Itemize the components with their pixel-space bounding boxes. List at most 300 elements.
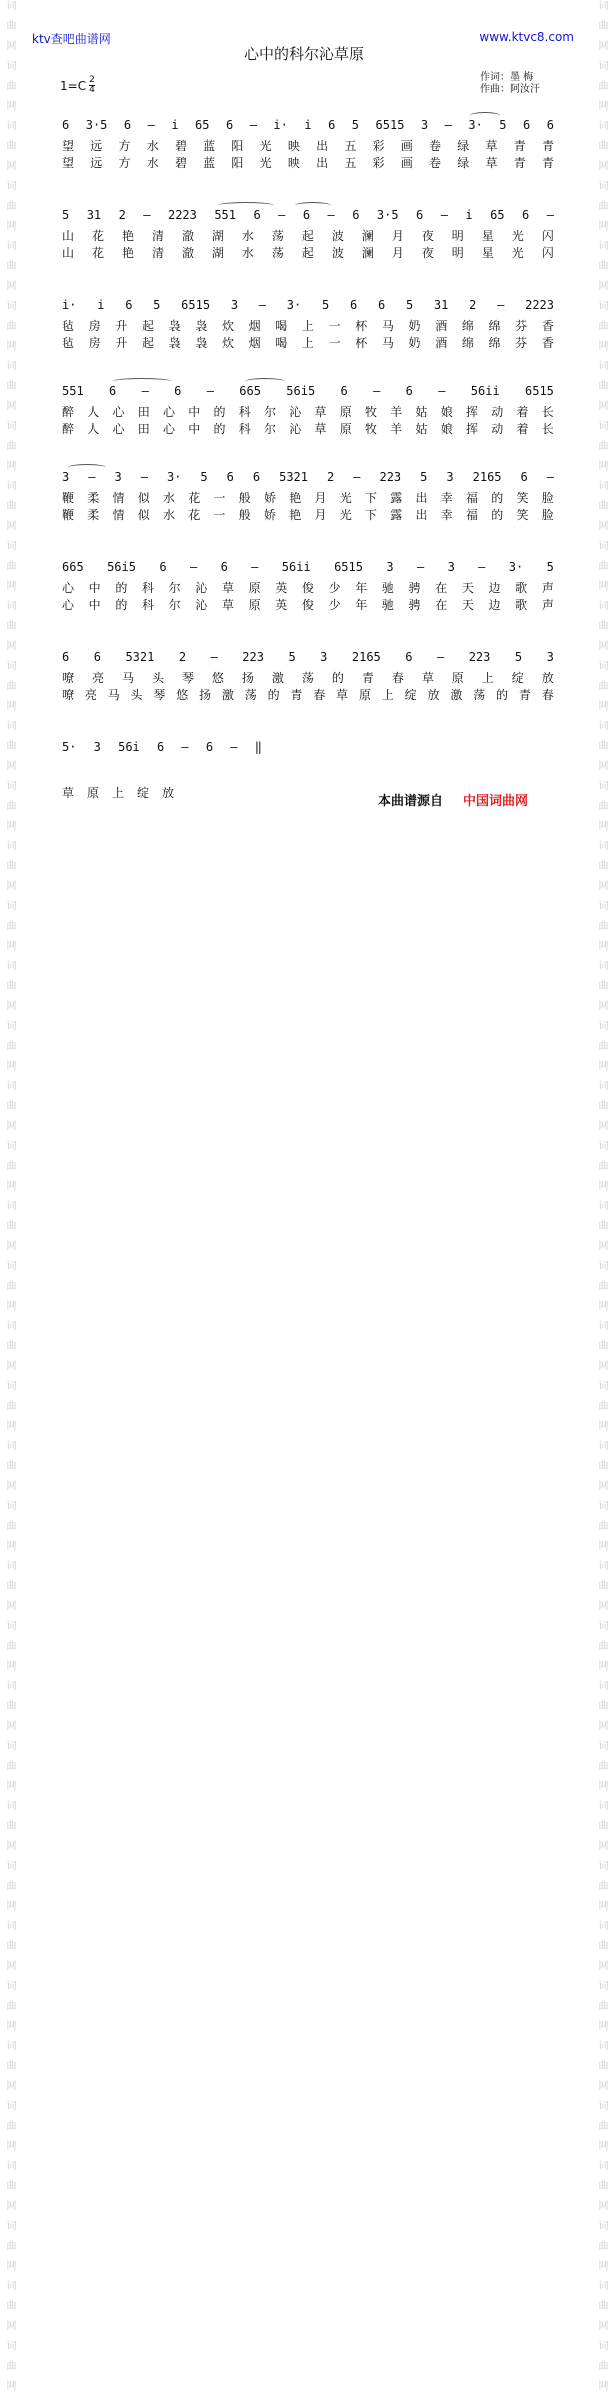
lyric-char: 青: [541, 139, 554, 153]
lyric-char: 马: [121, 671, 134, 685]
note: 56i: [118, 740, 140, 754]
note: –: [546, 208, 554, 222]
note: 5: [351, 118, 360, 132]
note: 3·: [508, 560, 524, 574]
lyric-char: 房: [88, 319, 101, 333]
lyric-char: 毡: [62, 319, 75, 333]
note: 6: [405, 650, 413, 664]
lyric-char: 着: [516, 422, 529, 436]
note: 65: [195, 118, 210, 132]
lyric-char: 放: [541, 671, 554, 685]
lyric-char: 下: [365, 508, 378, 522]
note: 5: [62, 208, 70, 222]
lyric-char: 草: [336, 688, 349, 702]
note: 5321: [125, 650, 155, 664]
note: –: [436, 650, 445, 664]
note: –: [88, 470, 96, 484]
note: 6: [125, 298, 133, 312]
lyric-char: 下: [365, 491, 378, 505]
lyric-char: 清: [151, 229, 164, 243]
score-system: [62, 297, 554, 352]
lyric-char: 头: [130, 688, 143, 702]
lyric-char: 上: [301, 336, 314, 350]
lyric-char: 光: [259, 156, 272, 170]
tie-mark: [112, 378, 172, 385]
lyric-line: [62, 785, 174, 802]
note: 5: [321, 298, 330, 312]
lyric-char: 天: [461, 581, 474, 595]
lyric-char: 骋: [408, 581, 421, 595]
lyric-char: 五: [344, 156, 357, 170]
lyric-char: 绽: [404, 688, 417, 702]
note: –: [416, 560, 425, 574]
lyric-char: 驰: [381, 581, 394, 595]
note: 3: [446, 470, 454, 484]
note: i·: [62, 298, 77, 312]
lyric-char: 马: [381, 336, 394, 350]
lyric-char: 悠: [176, 688, 189, 702]
lyric-char: 人: [87, 405, 100, 419]
tie-mark: [245, 378, 285, 385]
lyric-char: 水: [146, 156, 159, 170]
note: –: [251, 560, 259, 574]
note: –: [249, 118, 257, 132]
lyric-char: 情: [112, 508, 125, 522]
lyric-char: 福: [466, 491, 479, 505]
lyric-char: 艳: [289, 491, 302, 505]
lyric-char: 长: [541, 422, 554, 436]
lyric-char: 方: [118, 139, 131, 153]
lyric-char: 明: [451, 229, 464, 243]
lyric-char: 起: [301, 246, 314, 260]
lyric-char: 芬: [515, 319, 528, 333]
lyric-line: [62, 245, 554, 262]
notation-line: [62, 383, 554, 399]
lyric-char: 月: [391, 246, 404, 260]
note: 5: [405, 298, 414, 312]
note: 6: [156, 740, 165, 754]
tie-mark: [218, 202, 274, 209]
note: 56i5: [107, 560, 136, 574]
lyric-char: 水: [241, 229, 254, 243]
note: –: [147, 118, 155, 132]
note: 665: [239, 384, 261, 398]
lyric-char: 芬: [515, 336, 528, 350]
lyric-char: 光: [339, 508, 352, 522]
note: 2165: [472, 470, 502, 484]
lyric-char: 远: [90, 156, 103, 170]
lyric-char: 草: [221, 581, 234, 595]
lyric-char: 俊: [301, 581, 314, 595]
lyric-char: 映: [287, 139, 300, 153]
lyric-char: 田: [137, 405, 150, 419]
note: 56ii: [281, 560, 311, 574]
lyric-char: 声: [541, 581, 554, 595]
site-name-left[interactable]: ktv查吧曲谱网: [32, 32, 111, 46]
note: 3·: [286, 298, 302, 312]
lyric-char: 闪: [541, 246, 554, 260]
lyric-char: 波: [331, 246, 344, 260]
lyric-char: 香: [541, 336, 554, 350]
note: 3·5: [376, 208, 399, 222]
lyric-char: 激: [450, 688, 463, 702]
notation-line: [62, 469, 554, 485]
note: 665: [62, 560, 84, 574]
lyric-line: [62, 335, 554, 352]
lyric-char: 牧: [365, 405, 378, 419]
lyric-char: 中: [188, 405, 201, 419]
lyric-char: 起: [301, 229, 314, 243]
lyric-char: 绿: [457, 156, 470, 170]
note: 6: [520, 470, 528, 484]
lyric-char: 升: [115, 319, 128, 333]
score-system: [62, 207, 554, 262]
lyric-char: 放: [161, 786, 174, 800]
lyric-char: 心: [112, 405, 125, 419]
lyric-char: 中: [188, 422, 201, 436]
note: 6: [62, 650, 70, 664]
note: –: [353, 470, 361, 484]
note: 6515: [525, 384, 554, 398]
lyric-char: 福: [466, 508, 479, 522]
lyric-char: 原: [248, 598, 261, 612]
note: –: [478, 560, 486, 574]
note: 3·5: [85, 118, 108, 132]
lyric-char: 一: [213, 508, 226, 522]
lyric-char: 出: [415, 491, 428, 505]
note: 6: [252, 470, 261, 484]
lyric-char: 荡: [244, 688, 257, 702]
lyric-char: 嘹: [62, 688, 75, 702]
note: 2: [118, 208, 126, 222]
lyric-char: 草: [221, 598, 234, 612]
lyric-char: 醉: [62, 405, 75, 419]
note: 5·: [62, 740, 77, 754]
score-system: [62, 559, 554, 614]
lyric-char: 俊: [301, 598, 314, 612]
note: –: [440, 208, 448, 222]
lyric-line: [62, 507, 554, 524]
lyric-char: 阳: [231, 139, 244, 153]
note: –: [444, 118, 452, 132]
source-label: 本曲谱源自: [378, 794, 444, 809]
lyric-char: 娇: [264, 508, 277, 522]
lyric-char: 波: [331, 229, 344, 243]
lyric-char: 画: [400, 156, 413, 170]
note: 3·: [166, 470, 182, 484]
lyric-char: 光: [511, 229, 524, 243]
lyric-char: 上: [481, 671, 494, 685]
notation-line: [62, 207, 554, 223]
lyric-char: 的: [267, 688, 280, 702]
lyric-char: 青: [541, 156, 554, 170]
lyric-char: 望: [62, 156, 75, 170]
lyric-char: 花: [188, 508, 201, 522]
lyric-char: 脸: [541, 508, 554, 522]
lyric-char: 在: [435, 598, 448, 612]
lyric-char: 明: [451, 246, 464, 260]
note: –: [230, 740, 238, 754]
lyric-line: [62, 597, 554, 614]
lyric-char: 挥: [466, 405, 479, 419]
note: –: [189, 560, 198, 574]
right-watermark: 词曲网词曲网词曲网词曲网词曲网词曲网词曲网词曲网词曲网词曲网词曲网词曲网词曲网词曲网词曲网词曲网词曲网词曲网词曲网词曲网词曲网词曲网词曲网词曲网词曲网词曲网词曲网词曲网词曲网词曲网词曲网词曲网词曲网词曲网词曲网词曲网词曲网词曲网词曲网词曲网: [596, 0, 607, 2400]
lyric-char: 心: [62, 581, 75, 595]
lyric-char: 尔: [168, 581, 181, 595]
lyric-char: 月: [391, 229, 404, 243]
note: 6515: [181, 298, 211, 312]
note: 6: [253, 208, 261, 222]
lyric-char: 科: [141, 598, 154, 612]
lyric-char: 的: [213, 405, 226, 419]
note: 6: [349, 298, 358, 312]
lyric-char: 草: [421, 671, 434, 685]
lyric-char: 上: [381, 688, 394, 702]
lyric-char: 蓝: [203, 139, 216, 153]
note: 6: [123, 118, 132, 132]
lyric-char: 英: [275, 598, 288, 612]
note: 6515: [334, 560, 363, 574]
lyric-char: 笑: [516, 491, 529, 505]
lyric-char: 草: [62, 786, 75, 800]
lyric-char: 草: [485, 139, 498, 153]
note: –: [206, 384, 214, 398]
lyric-char: 科: [238, 422, 251, 436]
lyric-line: [62, 228, 554, 245]
lyric-char: 长: [541, 405, 554, 419]
lyric-char: 歌: [515, 598, 528, 612]
lyric-char: 马: [381, 319, 394, 333]
lyric-char: 柔: [87, 508, 100, 522]
lyric-char: 原: [339, 405, 352, 419]
lyric-char: 清: [151, 246, 164, 260]
lyric-char: 湖: [211, 246, 224, 260]
lyric-char: 映: [287, 156, 300, 170]
lyric-char: 骋: [408, 598, 421, 612]
note: –: [278, 208, 286, 222]
note: 5: [499, 118, 507, 132]
note: 3: [420, 118, 429, 132]
note: 6: [416, 208, 424, 222]
note: 6515: [375, 118, 405, 132]
note: 3: [114, 470, 122, 484]
lyric-char: 喝: [275, 319, 288, 333]
note: 6: [340, 384, 348, 398]
lyric-char: 青: [518, 688, 531, 702]
lyric-char: 歌: [515, 581, 528, 595]
notation-line: [62, 649, 554, 665]
lyric-line: [62, 670, 554, 687]
time-bottom: 4: [89, 85, 95, 95]
lyric-char: 尔: [168, 598, 181, 612]
lyric-char: 星: [481, 229, 494, 243]
note: 551: [62, 384, 84, 398]
note: 6: [302, 208, 311, 222]
site-url-right[interactable]: www.ktvc8.com: [479, 30, 574, 44]
note: 6: [159, 560, 167, 574]
lyric-char: 心: [62, 598, 75, 612]
note: 5: [288, 650, 296, 664]
lyric-line: [62, 138, 554, 155]
lyric-char: 奶: [408, 336, 421, 350]
note: i: [171, 118, 179, 132]
note: 3: [447, 560, 455, 574]
lyric-line: [62, 421, 554, 438]
lyric-char: 澈: [181, 229, 194, 243]
lyric-char: 山: [62, 246, 75, 260]
lyric-char: 绽: [511, 671, 524, 685]
lyric-char: 年: [355, 598, 368, 612]
lyric-char: 酒: [435, 319, 448, 333]
lyric-char: 杯: [355, 336, 368, 350]
note: i·: [273, 118, 288, 132]
lyric-char: 原: [358, 688, 371, 702]
lyric-char: 的: [491, 491, 504, 505]
note: 6: [523, 118, 531, 132]
lyric-char: 袅: [168, 319, 181, 333]
lyric-char: 远: [90, 139, 103, 153]
note: –: [181, 740, 189, 754]
lyric-char: 草: [314, 422, 327, 436]
lyric-char: 卷: [429, 156, 442, 170]
note: 2165: [351, 650, 381, 664]
note: 65: [490, 208, 505, 222]
note: 3: [93, 740, 101, 754]
lyric-char: 一: [328, 336, 341, 350]
lyric-char: 春: [541, 688, 554, 702]
lyric-char: 的: [496, 688, 509, 702]
lyric-char: 起: [141, 319, 154, 333]
lyric-char: 激: [221, 688, 234, 702]
key-label: 1=C: [60, 78, 87, 93]
lyric-char: 的: [115, 598, 128, 612]
note: –: [438, 384, 446, 398]
lyric-char: 出: [316, 139, 329, 153]
lyric-char: 起: [141, 336, 154, 350]
lyric-char: 挥: [466, 422, 479, 436]
lyric-char: 荡: [301, 671, 314, 685]
lyric-char: 头: [151, 671, 164, 685]
lyric-char: 花: [91, 229, 104, 243]
lyric-char: 澈: [181, 246, 194, 260]
note: 5: [514, 650, 523, 664]
note: 56ii: [470, 384, 500, 398]
lyric-char: 情: [112, 491, 125, 505]
lyric-char: 炊: [221, 319, 234, 333]
note: 6: [546, 118, 554, 132]
note: 2: [469, 298, 477, 312]
lyric-char: 悠: [211, 671, 224, 685]
lyric-char: 姑: [415, 422, 428, 436]
lyric-char: 人: [87, 422, 100, 436]
lyric-char: 荡: [271, 246, 284, 260]
note: 3: [62, 470, 70, 484]
lyric-char: 水: [241, 246, 254, 260]
lyric-char: 似: [137, 508, 150, 522]
tie-mark: [68, 464, 106, 471]
lyric-char: 香: [541, 319, 554, 333]
lyric-char: 英: [275, 581, 288, 595]
lyric-char: 水: [146, 139, 159, 153]
lyric-char: 天: [461, 598, 474, 612]
note: –: [546, 470, 554, 484]
lyric-char: 边: [488, 598, 501, 612]
lyric-char: 牧: [365, 422, 378, 436]
note: i: [304, 118, 312, 132]
lyric-char: 月: [314, 508, 327, 522]
lyric-char: 酒: [435, 336, 448, 350]
lyric-char: 绽: [136, 786, 149, 800]
note: 6: [62, 118, 70, 132]
lyric-char: 蓝: [203, 156, 216, 170]
lyric-line: [62, 155, 554, 172]
lyric-char: 的: [115, 581, 128, 595]
note: 6: [93, 650, 101, 664]
lyric-char: 方: [118, 156, 131, 170]
source-site[interactable]: 中国词曲网: [463, 794, 529, 809]
lyric-char: 般: [238, 491, 251, 505]
lyric-char: 鞭: [62, 508, 75, 522]
note: 6: [109, 384, 117, 398]
lyric-char: 水: [163, 508, 176, 522]
tie-mark: [470, 112, 500, 119]
note: –: [373, 384, 381, 398]
key-signature: [60, 76, 95, 95]
notation-line: [62, 297, 554, 313]
lyric-char: 尔: [264, 405, 277, 419]
lyric-char: 放: [427, 688, 440, 702]
note: 551: [214, 208, 237, 222]
lyric-char: 扬: [241, 671, 254, 685]
note: –: [258, 298, 267, 312]
note: 6: [174, 384, 182, 398]
note: 3: [320, 650, 328, 664]
lyric-char: 卷: [429, 139, 442, 153]
lyric-char: 澜: [361, 229, 374, 243]
lyric-char: 绵: [488, 336, 501, 350]
lyric-char: 着: [516, 405, 529, 419]
lyric-char: 马: [107, 688, 120, 702]
note: –: [140, 470, 148, 484]
note: ‖: [254, 740, 262, 754]
time-top: 2: [89, 75, 95, 85]
lyric-char: 娇: [264, 491, 277, 505]
note: 2: [327, 470, 335, 484]
lyric-char: 春: [391, 671, 404, 685]
note: 31: [433, 298, 449, 312]
note: 3: [386, 560, 394, 574]
lyric-char: 袅: [195, 319, 208, 333]
note: 5: [546, 560, 554, 574]
lyric-char: 露: [390, 508, 403, 522]
note: i: [465, 208, 473, 222]
lyric-char: 上: [111, 786, 124, 800]
note: –: [143, 208, 151, 222]
lyric-char: 声: [541, 598, 554, 612]
lyric-char: 原: [451, 671, 464, 685]
lyric-char: 姑: [415, 405, 428, 419]
note: 5: [153, 298, 161, 312]
lyric-char: 少: [328, 598, 341, 612]
lyric-char: 鞭: [62, 491, 75, 505]
lyric-char: 水: [163, 491, 176, 505]
lyric-char: 一: [213, 491, 226, 505]
lyric-char: 的: [213, 422, 226, 436]
lyric-char: 出: [316, 156, 329, 170]
lyric-char: 沁: [195, 598, 208, 612]
note: –: [141, 384, 149, 398]
lyric-char: 春: [313, 688, 326, 702]
